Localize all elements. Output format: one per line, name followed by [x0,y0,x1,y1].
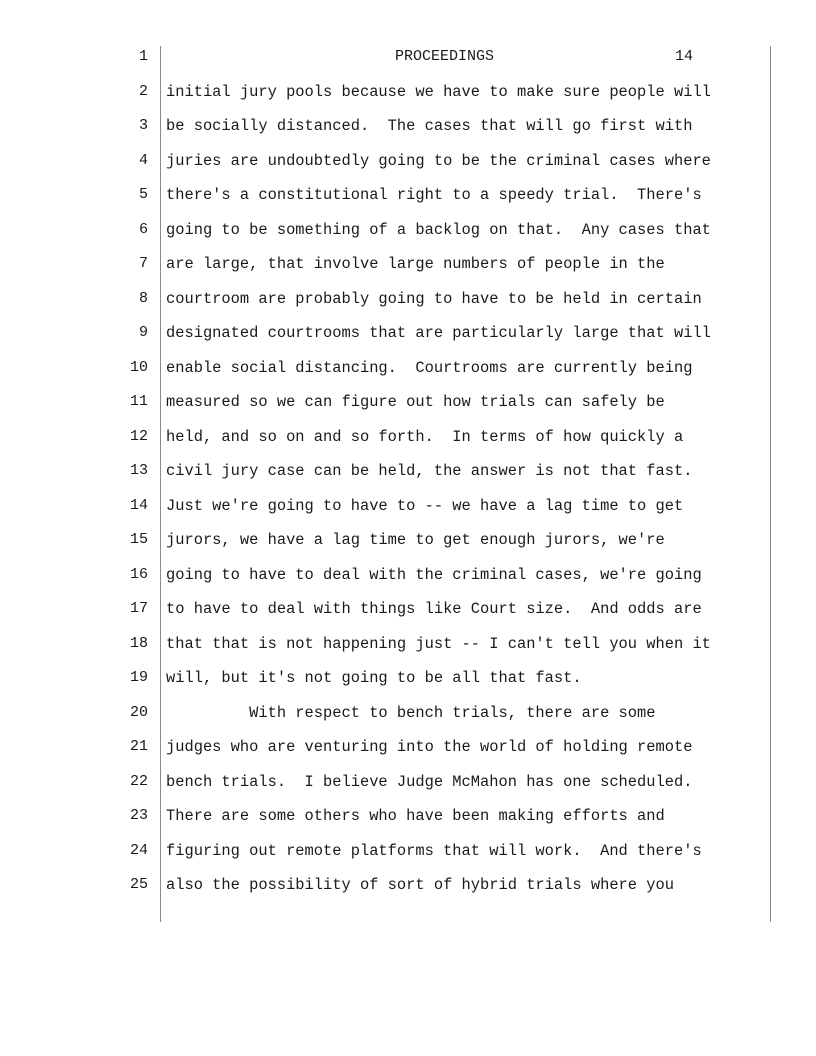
line-number: 17 [129,600,148,617]
line-number: 4 [138,151,148,169]
transcript-line [0,565,816,599]
line-text: be socially distanced. The cases that will go first with [166,117,693,135]
transcript-line [0,47,816,81]
transcript-line [0,496,816,530]
line-number: 11 [129,393,148,410]
line-text: Just we're going to have to -- we have a lag time to get [166,496,684,515]
line-text: jurors, we have a lag time to get enough jurors, we're [166,531,665,549]
transcript-line [0,151,816,185]
line-number: 7 [138,255,148,272]
transcript-line [0,358,816,392]
line-number: 25 [129,876,148,893]
line-text: courtroom are probably going to have to be held in certain [166,289,702,308]
line-text: going to have to deal with the criminal cases, we're going [166,565,702,584]
line-text: are large, that involve large numbers of people in the [166,255,665,273]
line-number: 3 [138,117,148,134]
line-number: 6 [138,220,148,238]
line-text: designated courtrooms that are particularly large that will [166,324,711,342]
line-text: figuring out remote platforms that will work. And there's [166,841,702,860]
transcript-line [0,875,816,909]
line-number: 5 [138,186,148,203]
line-text: civil jury case can be held, the answer is not that fast. [166,462,693,480]
transcript-line [0,289,816,323]
page-header-title: PROCEEDINGS [395,48,495,65]
transcript-line [0,323,816,357]
line-text: also the possibility of sort of hybrid trials where you [166,876,674,894]
line-number: 18 [129,634,148,652]
line-text: that that is not happening just -- I can't tell you when it [166,634,711,653]
line-text: judges who are venturing into the world of holding remote [166,738,693,756]
line-number: 24 [129,841,148,859]
line-text: to have to deal with things like Court size. And odds are [166,600,702,618]
line-number: 21 [129,738,148,755]
line-number: 22 [129,772,148,790]
transcript-line [0,116,816,150]
line-text: With respect to bench trials, there are some [166,703,656,722]
line-text: there's a constitutional right to a speedy trial. There's [166,186,702,204]
line-text: will, but it's not going to be all that fast. [166,669,582,687]
line-number: 13 [129,462,148,479]
transcript-line [0,737,816,771]
line-number: 12 [129,427,148,445]
line-text: juries are undoubtedly going to be the criminal cases where [166,151,711,170]
transcript-line [0,841,816,875]
transcript-line [0,185,816,219]
transcript-line [0,254,816,288]
transcript-line [0,772,816,806]
transcript-line [0,82,816,116]
line-number: 2 [138,82,148,100]
line-text: going to be something of a backlog on that. Any cases that [166,220,711,239]
transcript-line [0,220,816,254]
line-number: 1 [138,48,148,65]
line-text: measured so we can figure out how trials can safely be [166,393,665,411]
line-text: There are some others who have been making efforts and [166,807,665,825]
transcript-line [0,703,816,737]
line-text: enable social distancing. Courtrooms are currently being [166,358,693,377]
line-text: bench trials. I believe Judge McMahon has one scheduled. [166,772,693,791]
line-number: 14 [129,496,148,514]
transcript-line [0,392,816,426]
transcript-line [0,806,816,840]
page-number: 14 [675,48,694,65]
line-text: initial jury pools because we have to make sure people will [166,82,711,101]
transcript-line [0,461,816,495]
line-number: 10 [129,358,148,376]
line-number: 20 [129,703,148,721]
transcript-line [0,530,816,564]
line-number: 23 [129,807,148,824]
transcript-line [0,634,816,668]
transcript-line [0,668,816,702]
line-number: 15 [129,531,148,548]
line-number: 8 [138,289,148,307]
line-number: 16 [129,565,148,583]
transcript-line [0,427,816,461]
line-number: 9 [138,324,148,341]
line-text: held, and so on and so forth. In terms of how quickly a [166,427,684,446]
transcript-line [0,599,816,633]
line-number: 19 [129,669,148,686]
